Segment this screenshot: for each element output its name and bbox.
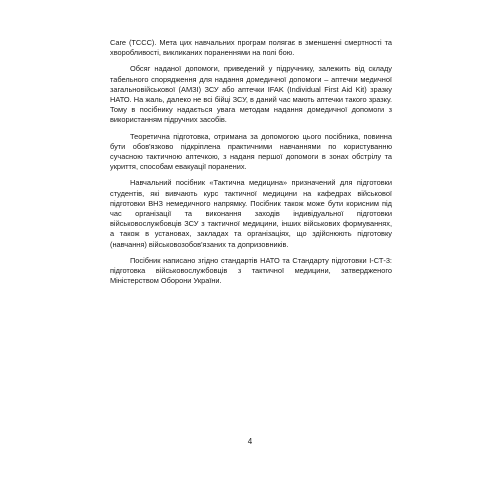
paragraph-continuation: Care (TCCC). Мета цих навчальних програм полягає в зменшенні смертності та хворобливості, викликаних пораненнями на полі бою. <box>110 38 392 58</box>
paragraph-standards: Посібник написано згідно стандартів НАТО та Стандарту підготовки І-СТ-3: підготовка військовослужбовців з тактичної медицини, затвердженого Міністерством Оборони України. <box>110 255 392 286</box>
paragraph-theoretical-training: Теоретична підготовка, отримана за допомогою цього посібника, повинна бути обов'язково підкріплена практичними навчаннями по користуванню сучасною тактичною аптечкою, з наданя першої допомоги в зонах обстрілу та укриття, способам евакуації поранених. <box>110 131 392 172</box>
paragraph-textbook-purpose: Навчальний посібник «Тактична медицина» призначений для підготовки студентів, які вивчають курс тактичної медицини на кафедрах військової підготовки ВНЗ немедичного напрямку. Посібник також може бути корисним під час організації та виконання заходів індивідуальної підготовки військовослужбовців ЗСУ з тактичної медицини, інших військових формуваннях, а також в установах, закладах та організаціях, що здійснюють підготовку (навчання) військовозобов'язаних та допризовників. <box>110 178 392 249</box>
page-body <box>110 38 392 292</box>
page-number: 4 <box>247 437 253 446</box>
paragraph-scope-of-aid: Обсяг наданої допомоги, приведений у підручнику, залежить від складу табельного спорядження для надання домедичної допомоги – аптечки медичної загальновійськової (АМЗІ) ЗСУ або аптечки IFAK (Individual First Aid Kit) зразку НАТО. На жаль, далеко не всі бійці ЗСУ, в даний час мають аптечки такого зразку. Тому в посібнику надається увага методам надання домедичної допомоги з використанням підручних засобів. <box>110 64 392 125</box>
